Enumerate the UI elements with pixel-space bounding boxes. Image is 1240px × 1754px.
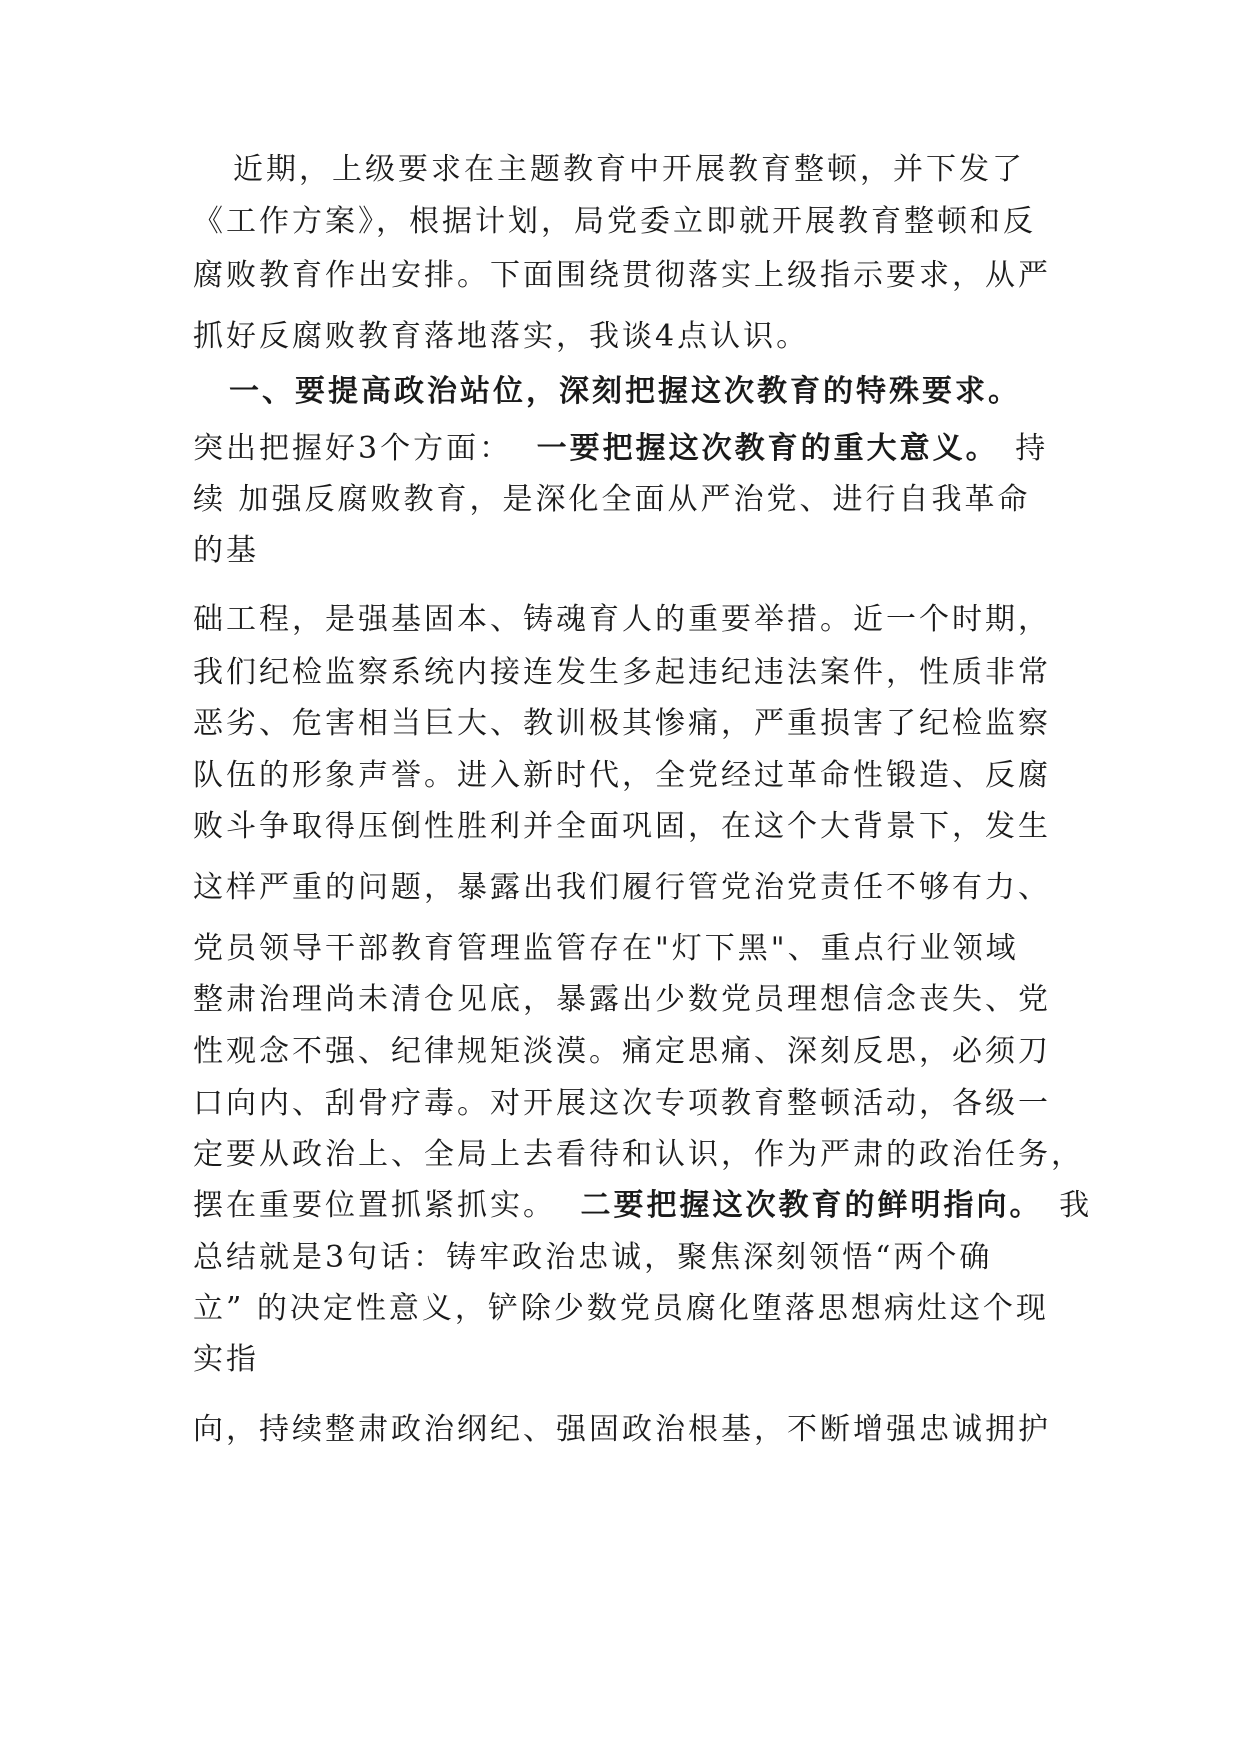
paragraph-line bbox=[193, 1238, 992, 1278]
text-segment: 定要从政治上、全局上去看待和认识，作为严肃的政治任务， bbox=[193, 1137, 1084, 1172]
paragraph-line bbox=[193, 980, 1051, 1020]
paragraph-line bbox=[193, 1410, 1051, 1450]
paragraph-line bbox=[233, 150, 1025, 190]
text-segment: 整肃治理尚未清仓见底，暴露出少数党员理想信念丧失、党 bbox=[193, 982, 1051, 1017]
text-segment: 总结就是3句话：铸牢政治忠诚，聚焦深刻领悟“两个确 bbox=[193, 1240, 993, 1275]
text-segment: 础工程，是强基固本、铸魂育人的重要举措。近一个时期， bbox=[193, 602, 1051, 637]
text-segment: 近期，上级要求在主题教育中开展教育整顿，并下发了 bbox=[233, 152, 1025, 187]
text-segment: 的基 bbox=[193, 533, 259, 568]
paragraph-line bbox=[193, 756, 1051, 796]
paragraph-line bbox=[193, 202, 1036, 242]
text-segment: 向，持续整肃政治纲纪、强固政治根基，不断增强忠诚拥护 bbox=[193, 1412, 1051, 1447]
text-segment: 抓好反腐败教育落地落实，我谈4点认识。 bbox=[193, 319, 810, 354]
paragraph-line bbox=[193, 531, 259, 571]
paragraph-line bbox=[193, 1289, 1049, 1329]
text-segment: 口向内、刮骨疗毒。对开展这次专项教育整顿活动，各级一 bbox=[193, 1086, 1051, 1121]
paragraph-line bbox=[193, 1135, 1084, 1175]
text-segment: 性观念不强、纪律规矩淡漠。痛定思痛、深刻反思，必须刀 bbox=[193, 1034, 1051, 1069]
text-segment: 这样严重的问题，暴露出我们履行管党治党责任不够有力、 bbox=[193, 870, 1051, 905]
text-segment: 摆在重要位置抓紧抓实。 bbox=[193, 1188, 556, 1223]
paragraph-line bbox=[193, 1186, 1092, 1226]
paragraph-line bbox=[193, 929, 1019, 969]
heading-text: 一、要提高政治站位，深刻把握这次教育的特殊要求。 bbox=[229, 374, 1021, 409]
text-segment: 党员领导干部教育管理监管存在"灯下黑"、重点行业领域 bbox=[193, 931, 1019, 966]
section-heading bbox=[229, 372, 1021, 412]
paragraph-line bbox=[193, 600, 1051, 640]
text-segment: 续 加强反腐败教育，是深化全面从严治党、进行自我革命 bbox=[193, 482, 1031, 517]
text-segment: 败斗争取得压倒性胜利并全面巩固，在这个大背景下，发生 bbox=[193, 809, 1051, 844]
paragraph-line bbox=[193, 1084, 1051, 1124]
paragraph-line bbox=[193, 807, 1051, 847]
text-segment: 持 bbox=[1015, 431, 1049, 466]
paragraph-line bbox=[193, 1340, 259, 1380]
text-segment: 队伍的形象声誉。进入新时代，全党经过革命性锻造、反腐 bbox=[193, 758, 1051, 793]
paragraph-line bbox=[193, 429, 1048, 469]
text-segment: 突出把握好3个方面： bbox=[193, 431, 513, 466]
paragraph-line bbox=[193, 1032, 1051, 1072]
paragraph-line bbox=[193, 653, 1051, 693]
text-segment: 实指 bbox=[193, 1342, 259, 1377]
paragraph-line bbox=[193, 868, 1051, 908]
text-segment: 立” 的决定性意义，铲除少数党员腐化堕落思想病灶这个现 bbox=[193, 1291, 1049, 1326]
paragraph-line bbox=[193, 704, 1051, 744]
text-segment: 恶劣、危害相当巨大、教训极其惨痛，严重损害了纪检监察 bbox=[193, 706, 1051, 741]
text-segment: 腐败教育作出安排。下面围绕贯彻落实上级指示要求，从严 bbox=[193, 258, 1051, 293]
bold-subheading: 一要把握这次教育的重大意义。 bbox=[536, 431, 999, 466]
bold-subheading: 二要把握这次教育的鲜明指向。 bbox=[580, 1188, 1043, 1223]
paragraph-line bbox=[193, 256, 1051, 296]
paragraph-line bbox=[193, 480, 1031, 520]
text-segment: 我 bbox=[1059, 1188, 1093, 1223]
paragraph-line bbox=[193, 317, 809, 357]
text-segment: 《工作方案》，根据计划，局党委立即就开展教育整顿和反 bbox=[193, 204, 1036, 239]
text-segment: 我们纪检监察系统内接连发生多起违纪违法案件，性质非常 bbox=[193, 655, 1051, 690]
